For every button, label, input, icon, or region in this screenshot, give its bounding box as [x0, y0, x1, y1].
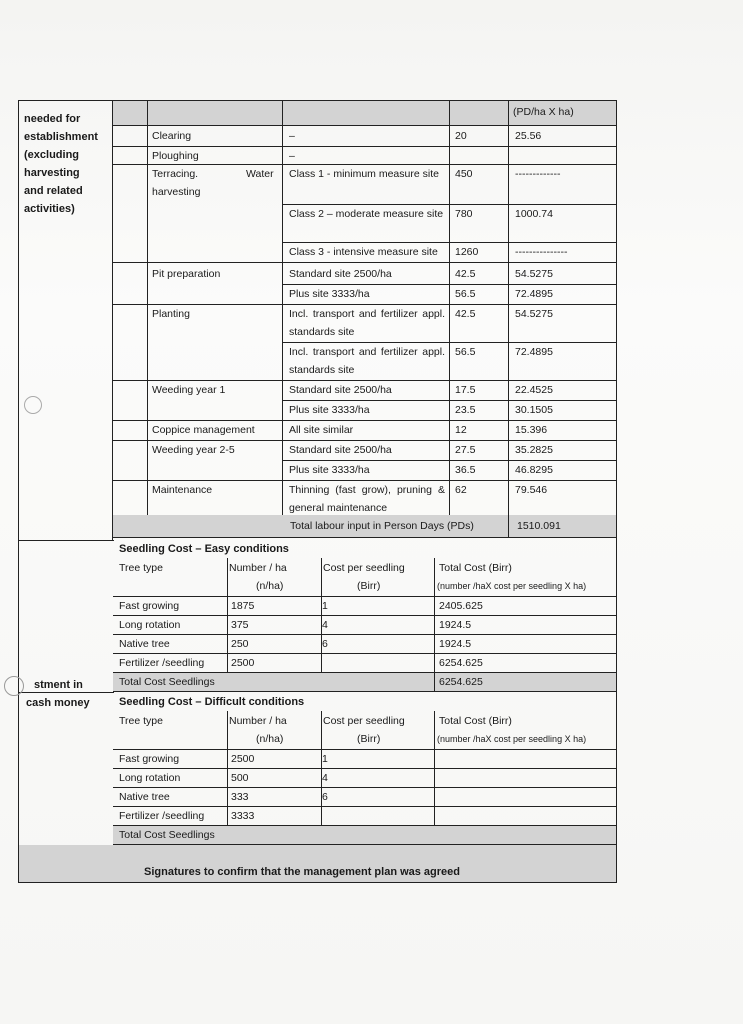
labour-description: – — [289, 150, 295, 162]
labour-row-line — [282, 262, 617, 263]
unit-header: (PD/ha X ha) — [513, 106, 574, 118]
labour-header-line — [113, 125, 617, 126]
easy-total-value: 6254.625 — [439, 676, 483, 688]
labour-pd: 42.5 — [455, 308, 476, 320]
labour-activity-2: Water — [246, 168, 274, 180]
easy-type: Fertilizer /seedling — [119, 657, 205, 669]
difficult-row-line — [113, 806, 617, 807]
labour-pd: 62 — [455, 484, 467, 496]
easy-number: 250 — [231, 638, 249, 650]
col-line-activity — [147, 100, 148, 515]
labour-activity: Clearing — [152, 130, 192, 142]
labour-activity-line — [113, 262, 283, 263]
easy-header-total-formula: (number /haX cost per seedling X ha) — [437, 581, 587, 591]
easy-total: 1924.5 — [439, 619, 472, 631]
labour-pd: 56.5 — [455, 288, 476, 300]
labour-description: Plus site 3333/ha — [289, 288, 370, 300]
easy-title: Seedling Cost – Easy conditions — [119, 543, 289, 555]
labour-pd: 23.5 — [455, 404, 476, 416]
difficult-cost: 6 — [322, 791, 328, 803]
easy-cost: 4 — [322, 619, 328, 631]
easy-cost: 6 — [322, 638, 328, 650]
labour-activity: Coppice management — [152, 424, 255, 436]
easy-number: 375 — [231, 619, 249, 631]
difficult-header-bottom — [113, 749, 617, 750]
easy-total-divider — [434, 673, 435, 691]
labour-description: Standard site 2500/ha — [289, 444, 392, 456]
difficult-type: Fertilizer /seedling — [119, 810, 205, 822]
difficult-cost: 1 — [322, 753, 328, 765]
punch-hole-mark — [24, 396, 42, 414]
labour-description: Thinning (fast grow), pruning & general maintenance — [289, 484, 445, 514]
investment-label: stment in — [34, 679, 83, 691]
labour-activity-line — [113, 380, 283, 381]
labour-description: – — [289, 130, 295, 142]
labour-activity: Weeding year 2-5 — [152, 444, 235, 456]
easy-cost: 1 — [322, 600, 328, 612]
easy-total: 6254.625 — [439, 657, 483, 669]
labour-total: 54.5275 — [515, 268, 553, 280]
easy-row-line — [113, 634, 617, 635]
labour-description: Standard site 2500/ha — [289, 384, 392, 396]
labour-total: 25.56 — [515, 130, 542, 142]
col-line-desc — [282, 100, 283, 515]
punch-hole-mark-2 — [4, 676, 24, 696]
labour-total: 72.4895 — [515, 346, 553, 358]
difficult-number: 3333 — [231, 810, 255, 822]
labour-activity-line — [113, 146, 283, 147]
easy-total-bottom — [113, 691, 617, 692]
easy-header-cost-unit: (Birr) — [357, 580, 381, 592]
labour-total: 22.4525 — [515, 384, 553, 396]
labour-description: Class 2 – moderate measure site — [289, 208, 444, 220]
difficult-header-number-unit: (n/ha) — [256, 733, 284, 745]
labour-total: 15.396 — [515, 424, 548, 436]
labour-pd: 12 — [455, 424, 467, 436]
difficult-number: 333 — [231, 791, 249, 803]
easy-total: 1924.5 — [439, 638, 472, 650]
labour-activity: Pit preparation — [152, 268, 221, 280]
easy-number: 1875 — [231, 600, 255, 612]
frame-bottom-line — [18, 882, 617, 883]
labour-pd: 20 — [455, 130, 467, 142]
difficult-type: Fast growing — [119, 753, 180, 765]
labour-total: 46.8295 — [515, 464, 553, 476]
difficult-header-total-formula: (number /haX cost per seedling X ha) — [437, 734, 587, 744]
labour-pd: 56.5 — [455, 346, 476, 358]
labour-activity: Planting — [152, 308, 190, 320]
easy-total-label: Total Cost Seedlings — [119, 676, 215, 688]
difficult-title: Seedling Cost – Difficult conditions — [119, 696, 305, 708]
difficult-type: Long rotation — [119, 772, 181, 784]
labour-activity-line — [113, 304, 283, 305]
labour-activity: Terracing. — [152, 168, 199, 180]
labour-description: All site similar — [289, 424, 354, 436]
difficult-header-total: Total Cost (Birr) — [439, 715, 512, 727]
labour-total-bottom — [113, 537, 617, 538]
difficult-header-number: Number / ha — [229, 715, 287, 727]
labour-pd: 1260 — [455, 246, 479, 258]
easy-number: 2500 — [231, 657, 255, 669]
investment-label-2: cash money — [26, 697, 90, 709]
easy-type: Long rotation — [119, 619, 181, 631]
difficult-header-cost: Cost per seedling — [323, 715, 405, 727]
labour-activity-3: harvesting — [152, 186, 201, 198]
labour-pd: 27.5 — [455, 444, 476, 456]
labour-activity-line — [113, 480, 283, 481]
establishment-label: needed for establishment (excluding harvesting and related activities) — [24, 113, 98, 215]
difficult-total-label: Total Cost Seedlings — [119, 829, 215, 841]
labour-pd: 780 — [455, 208, 473, 220]
total-row-divider — [508, 515, 509, 537]
labour-total: --------------- — [515, 246, 568, 258]
difficult-row-line — [113, 787, 617, 788]
labour-activity-line — [113, 164, 283, 165]
frame-left-line — [18, 100, 19, 883]
difficult-header-cost-unit: (Birr) — [357, 733, 381, 745]
labour-total: 35.2825 — [515, 444, 553, 456]
easy-total: 2405.625 — [439, 600, 483, 612]
labour-total: 1000.74 — [515, 208, 553, 220]
easy-row-line — [113, 615, 617, 616]
easy-header-number-unit: (n/ha) — [256, 580, 284, 592]
difficult-cost: 4 — [322, 772, 328, 784]
easy-header-type: Tree type — [119, 562, 163, 574]
easy-header-number: Number / ha — [229, 562, 287, 574]
difficult-row-line — [113, 768, 617, 769]
frame-label-divider — [112, 100, 113, 540]
labour-activity: Weeding year 1 — [152, 384, 226, 396]
labour-total: 54.5275 — [515, 308, 553, 320]
easy-type: Native tree — [119, 638, 170, 650]
easy-row-line — [113, 653, 617, 654]
difficult-number: 2500 — [231, 753, 255, 765]
difficult-number: 500 — [231, 772, 249, 784]
frame-right-line — [616, 100, 617, 883]
labour-total: 30.1505 — [515, 404, 553, 416]
labour-description: Class 1 - minimum measure site — [289, 168, 439, 180]
labour-description: Incl. transport and fertilizer appl. standards site — [289, 308, 445, 338]
easy-header-cost: Cost per seedling — [323, 562, 405, 574]
labour-pd: 42.5 — [455, 268, 476, 280]
labour-description: Incl. transport and fertilizer appl. standards site — [289, 346, 445, 376]
labour-description: Plus site 3333/ha — [289, 464, 370, 476]
easy-header-bottom — [113, 596, 617, 597]
labour-description: Standard site 2500/ha — [289, 268, 392, 280]
difficult-header-type: Tree type — [119, 715, 163, 727]
difficult-type: Native tree — [119, 791, 170, 803]
signatures-label: Signatures to confirm that the management plan was agreed — [144, 866, 461, 878]
labour-description: Plus site 3333/ha — [289, 404, 370, 416]
investment-divider — [18, 692, 114, 693]
easy-header-total: Total Cost (Birr) — [439, 562, 512, 574]
labour-total: 72.4895 — [515, 288, 553, 300]
labour-total: ------------- — [515, 168, 561, 180]
labour-pd: 36.5 — [455, 464, 476, 476]
easy-type: Fast growing — [119, 600, 180, 612]
labour-total-label: Total labour input in Person Days (PDs) — [290, 520, 474, 532]
labour-pd: 450 — [455, 168, 473, 180]
col-line-pd — [449, 100, 450, 515]
labour-description: Class 3 - intensive measure site — [289, 246, 438, 258]
labour-activity-line — [113, 420, 283, 421]
col-line-total — [508, 100, 509, 515]
labour-activity: Maintenance — [152, 484, 213, 496]
labour-activity: Ploughing — [152, 150, 199, 162]
section-divider-left — [18, 540, 114, 541]
labour-pd: 17.5 — [455, 384, 476, 396]
labour-activity-line — [113, 440, 283, 441]
labour-total-value: 1510.091 — [517, 520, 561, 532]
labour-total: 79.546 — [515, 484, 548, 496]
